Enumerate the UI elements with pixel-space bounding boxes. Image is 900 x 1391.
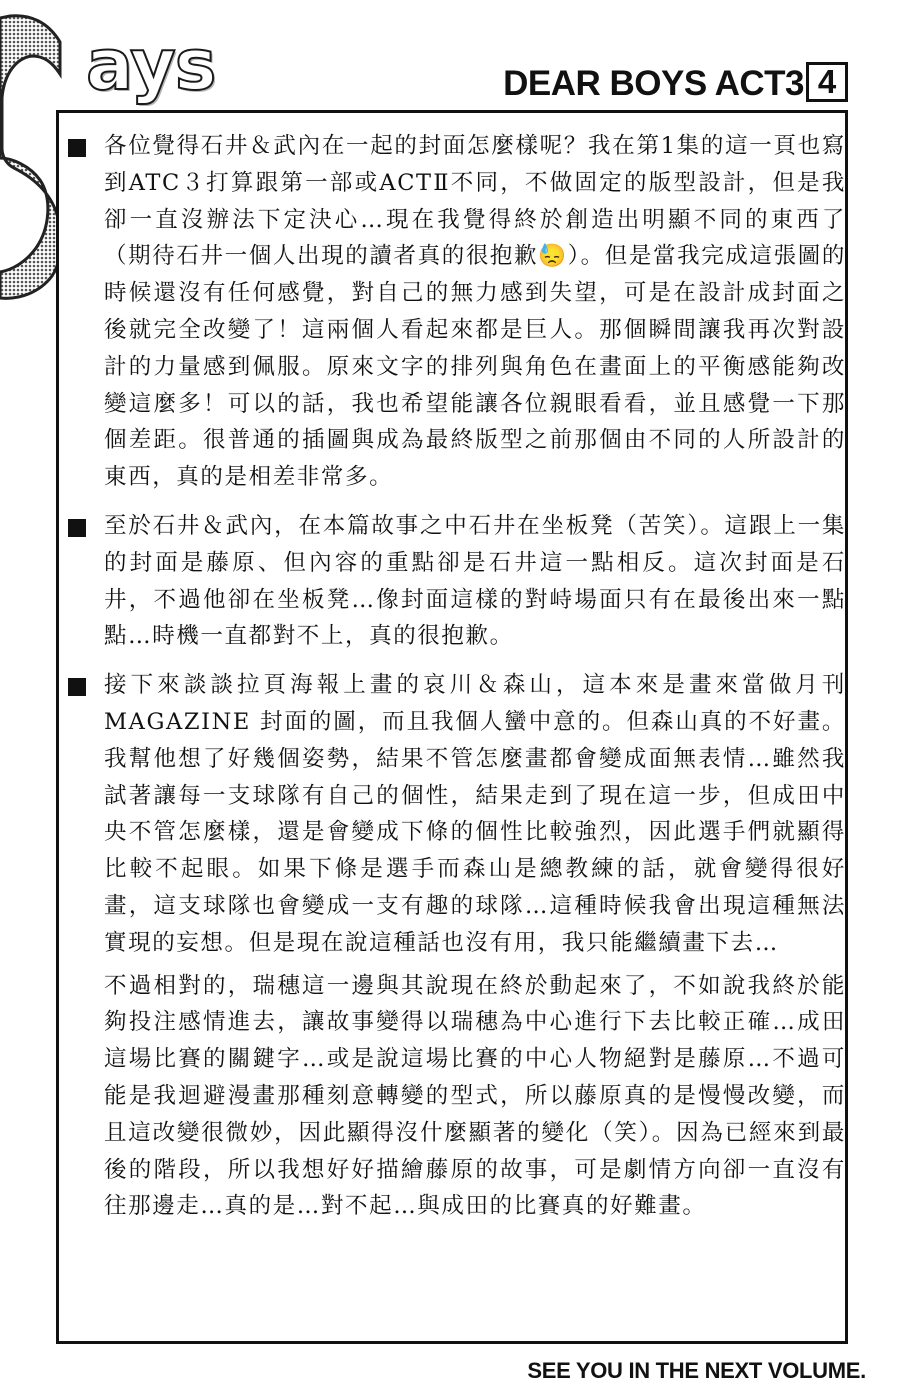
volume-number-badge: 4 xyxy=(806,62,848,102)
paragraph-text: 至於石井＆武內，在本篇故事之中石井在坐板凳（苦笑）。這跟上一集的封面是藤原、但內容的重點卻是石井這一點相反。這次封面是石井，不過他卻在坐板凳…像封面這樣的對峙場面只有在最後出來一點點…時機一直都對不上，真的很抱歉。 xyxy=(104,512,846,650)
paragraph-bench xyxy=(66,508,846,655)
paragraph-poster xyxy=(66,667,846,961)
square-bullet-icon xyxy=(68,139,86,157)
paragraph-text: 接下來談談拉頁海報上畫的哀川＆森山，這本來是畫來當做月刊MAGAZINE 封面的圖，而且我個人蠻中意的。但森山真的不好畫。我幫他想了好幾個姿勢，結果不管怎麼畫都會變成面無表情…雖然我試著讓每一支球隊有自己的個性，結果走到了現在這一步，但成田中央不管怎麼樣，還是會變成下條的個性比較強烈，因此選手們就顯得比較不起眼。如果下條是選手而森山是總教練的話，就會變得很好畫，這支球隊也會變成一支有趣的球隊…這種時候我會出現這種無法實現的妄想。但是現在說這種話也沒有用，我只能繼續畫下去… xyxy=(104,672,846,956)
says-logo-text: ays xyxy=(86,24,216,106)
square-bullet-icon xyxy=(68,519,86,537)
page-title: DEAR BOYS ACT3 xyxy=(503,64,804,103)
paragraph-mizuho xyxy=(66,968,846,1226)
paragraph-text: 各位覺得石井＆武內在一起的封面怎麼樣呢？我在第1集的這一頁也寫到ATC３打算跟第一部或ACTⅡ不同，不做固定的版型設計，但是我卻一直沒辦法下定決心…現在我覺得終於創造出明顯不同的東西了（期待石井一個人出現的讀者真的很抱歉😓）。但是當我完成這張圖的時候還沒有任何感覺，對自己的無力感到失望，可是在設計成封面之後就完全改變了！這兩個人看起來都是巨人。那個瞬間讓我再次對設計的力量感到佩服。原來文字的排列與角色在畫面上的平衡感能夠改變這麼多！可以的話，我也希望能讓各位親眼看看，並且感覺一下那個差距。很普通的插圖與成為最終版型之前那個由不同的人所設計的東西，真的是相差非常多。 xyxy=(104,133,846,491)
square-bullet-icon xyxy=(68,678,86,696)
paragraph-cover-design xyxy=(66,128,846,496)
says-s-logo xyxy=(0,8,62,304)
paragraph-text: 不過相對的，瑞穗這一邊與其說現在終於動起來了，不如說我終於能夠投注感情進去，讓故事變得以瑞穗為中心進行下去比較正確…成田這場比賽的關鍵字…或是說這場比賽的中心人物絕對是藤原…不過可能是我迴避漫畫那種刻意轉變的型式，所以藤原真的是慢慢改變，而且這改變很微妙，因此顯得沒什麼顯著的變化（笑）。因為已經來到最後的階段，所以我想好好描繪藤原的故事，可是劇情方向卻一直沒有往那邊走…真的是…對不起…與成田的比賽真的好難畫。 xyxy=(104,972,846,1220)
afterword-body xyxy=(66,128,846,1231)
closing-line: SEE YOU IN THE NEXT VOLUME. xyxy=(527,1358,866,1383)
